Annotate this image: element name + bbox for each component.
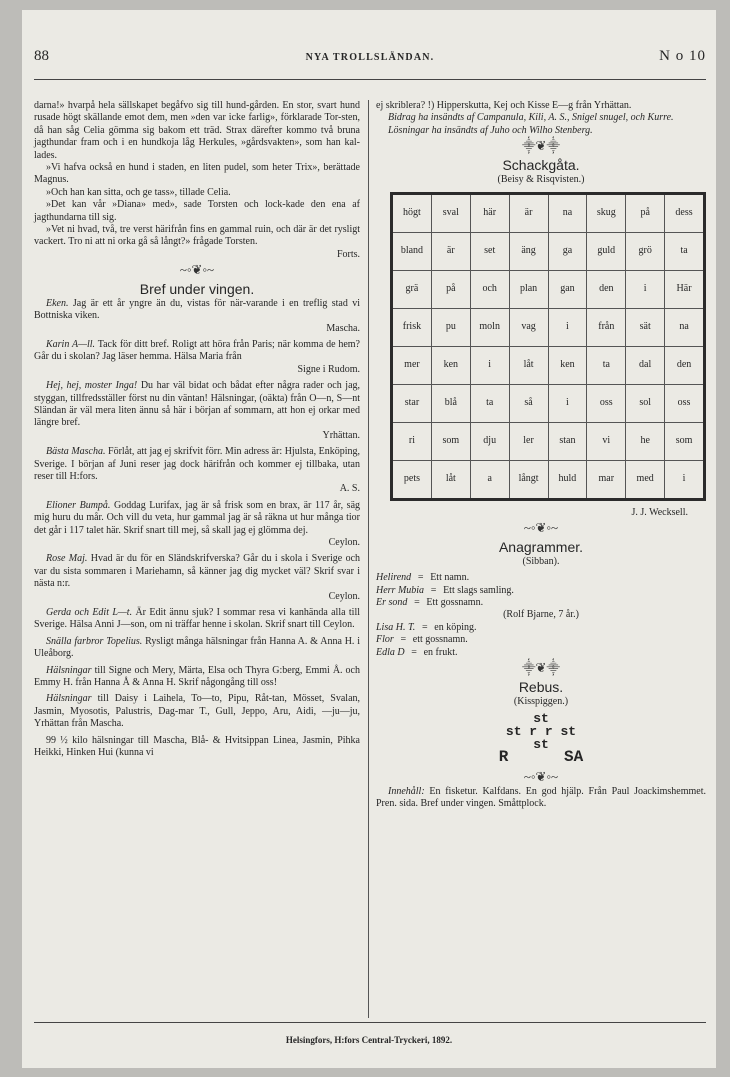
rebus-title: Rebus. (518, 679, 564, 696)
chess-cell: ta (470, 385, 509, 423)
header-rule (34, 79, 706, 80)
rebus-puzzle (376, 712, 706, 764)
chess-cell: i (548, 309, 587, 347)
chess-cell: ler (509, 423, 548, 461)
column-divider (368, 100, 369, 1018)
chess-cell: från (587, 309, 626, 347)
letter-item: Elioner Bumpå. Goddag Lurifax, jag är så frisk som en brax, är 117 år, säg mig huru du mår. Och vill du veta, hur gammal jag är så räkna ut hur många tior det går i 117 talet här. Skrif snart till mej, så skall jag ej glömma dej. (34, 499, 361, 536)
chess-cell: dju (470, 423, 509, 461)
chess-cell: långt (509, 461, 548, 500)
greetings-line: 99 ½ kilo hälsningar till Mascha, Blå- & Hvitsippan Linea, Jasmin, Pihka Heikki, Hinken Hui (kunna vi (34, 734, 360, 759)
letter-item: Eken. Jag är ett år yngre än du, vistas för när-varande i en treflig stad vi Bottniska viken. (34, 297, 361, 322)
chess-cell: star (392, 385, 432, 423)
chess-row (392, 233, 705, 271)
rebus-line: st (533, 736, 549, 752)
chess-puzzle-title: Schackgåta. (502, 157, 580, 174)
chess-cell: na (548, 194, 587, 233)
letter-signature: Ceylon. (328, 590, 360, 602)
chess-cell: frisk (392, 309, 432, 347)
chess-cell: högt (392, 194, 432, 233)
anagram-byline: (Rolf Bjarne, 7 år.) (503, 609, 579, 621)
chess-row (392, 271, 705, 309)
continued-note: Forts. (336, 248, 360, 260)
chess-cell: sval (431, 194, 470, 233)
chess-cell: och (470, 271, 509, 309)
letter-item: Karin A—ll. Tack för ditt bref. Roligt att höra från Paris; när komma de hem? Går du i skolan? Jag läser hemma. Hälsa Maria från (34, 338, 360, 363)
story-paragraph: »Vet ni hvad, två, tre verst härifrån fins en gammal ruin, och där är det rysligt vackert. Tro ni att ni orka gå så långt?» frågade Torsten. (34, 224, 360, 248)
section-title: Bref under vingen. (139, 281, 255, 298)
chess-cell: na (665, 309, 705, 347)
chess-cell: he (626, 423, 665, 461)
chess-cell: vag (509, 309, 548, 347)
chess-cell: är (509, 194, 548, 233)
chess-cell: som (431, 423, 470, 461)
chess-cell: huld (548, 461, 587, 500)
letter-item: Bästa Mascha. Förlåt, att jag ej skrifvit förr. Min adress är: Hjulsta, Enköping, Sverige. I början af Juni reser jag dock härifrån och kommer ej tillbaka, utan reser till H:fors. (34, 446, 361, 482)
chess-cell: ken (548, 347, 587, 385)
chess-cell: stan (548, 423, 587, 461)
ornament-divider: ⸎❦⸎ (522, 138, 560, 154)
letter-item: Rose Maj. Hvad är du för en Sländskrifverska? Går du i skola i Sverige och var du sista sommaren i Mariehamn, så känner jag dig mycket väl? Skrif svar i nästa n:r. (34, 553, 361, 590)
left-column (34, 100, 360, 760)
chess-cell: plan (509, 271, 548, 309)
chess-cell: den (665, 347, 705, 385)
chess-row (392, 309, 705, 347)
ornament-divider: ~◦❦◦~ (179, 262, 215, 278)
continued-letter: ej skriblera? !) Hipperskutta, Kej och Kisse E—g från Yrhättan. (376, 100, 632, 111)
ornament-divider: ~◦❦◦~ (523, 520, 559, 536)
chess-cell: dal (626, 347, 665, 385)
chess-row (392, 423, 705, 461)
letter-signature: Yrhättan. (322, 429, 360, 441)
anagram-item: Er sond = Ett gossnamn. (376, 597, 484, 609)
chess-cell: gan (548, 271, 587, 309)
printer-imprint: Helsingfors, H:fors Central-Tryckeri, 1892. (285, 1035, 453, 1045)
letter-item: Snälla farbror Topelius. Rysligt många hälsningar från Hanna A. & Anna H. i Uleåborg. (34, 635, 361, 660)
anagram-item: Flor = ett gossnamn. (376, 634, 468, 646)
chess-cell: med (626, 461, 665, 500)
chess-cell: ta (587, 347, 626, 385)
anagram-item: Edla D = en frukt. (376, 646, 458, 658)
chess-cell: äng (509, 233, 548, 271)
chess-cell: som (665, 423, 705, 461)
chess-cell: ga (548, 233, 587, 271)
chess-row (392, 194, 705, 233)
ornament-divider: ⸎❦⸎ (522, 660, 560, 676)
chess-cell: sol (626, 385, 665, 423)
chess-cell: pets (392, 461, 432, 500)
rebus-line: R SA (498, 747, 584, 766)
page-header (34, 48, 706, 78)
chess-row (392, 385, 705, 423)
right-column (376, 100, 706, 811)
chess-cell: sät (626, 309, 665, 347)
chess-cell: på (431, 271, 470, 309)
chess-cell: i (548, 385, 587, 423)
chess-cell: moln (470, 309, 509, 347)
chess-cell: i (470, 347, 509, 385)
chess-cell: mar (587, 461, 626, 500)
chess-author: J. J. Wecksell. (631, 507, 688, 519)
chess-cell: är (431, 233, 470, 271)
chess-puzzle-grid (390, 192, 706, 501)
letter-item: Hälsningar till Daisy i Laihela, To—to, Pipu, Råt-tan, Mösset, Svalan, Jasmin, Myosotis, Palustris, Dag-mar T., Gull, Jeppo, Aru, Aidi, —ju—ju, Yrhättan från Mascha. (34, 693, 361, 730)
chess-cell: bland (392, 233, 432, 271)
chess-row (392, 347, 705, 385)
chess-cell: skug (587, 194, 626, 233)
footer-rule (34, 1022, 706, 1023)
anagram-title: Anagrammer. (498, 539, 584, 556)
chess-cell: oss (587, 385, 626, 423)
solutions-note: Lösningar ha insändts af Juho och Wilho Stenberg. (388, 124, 593, 136)
rebus-line: st r r st (505, 723, 577, 739)
chess-puzzle-byline: (Beisy & Risqvisten.) (497, 173, 585, 185)
chess-cell: pu (431, 309, 470, 347)
letter-signature: Ceylon. (328, 537, 360, 548)
chess-cell: ken (431, 347, 470, 385)
letter-signature: Signe i Rudom. (297, 363, 360, 375)
letter-item: Hej, hej, moster Inga! Du har väl bidat och bådat efter några rader och jag, styggan, tillfredsställer först nu din väntan! Hälsningar, (oäkta) från O—n, S—nt Sländan är väl mera liten ännu så här i början af sommarn, att hon ej orkar med längre bref. (34, 380, 361, 429)
chess-cell: vi (587, 423, 626, 461)
chess-cell: grä (392, 271, 432, 309)
chess-cell: den (587, 271, 626, 309)
contributions-note: Bidrag ha insändts af Campanula, Kili, A. S., Snigel snugel, och Kurre. (388, 112, 674, 124)
chess-cell: set (470, 233, 509, 271)
newspaper-page (22, 10, 716, 1068)
chess-cell: guld (587, 233, 626, 271)
chess-cell: mer (392, 347, 432, 385)
rebus-line: st (533, 710, 549, 726)
chess-cell: oss (665, 385, 705, 423)
chess-cell: ri (392, 423, 432, 461)
letter-signature: A. S. (339, 483, 360, 495)
chess-cell: låt (509, 347, 548, 385)
page-number: 88 (34, 48, 49, 64)
chess-cell: låt (431, 461, 470, 500)
letter-signature: Mascha. (326, 322, 360, 334)
ornament-divider: ~◦❦◦~ (523, 768, 559, 784)
chess-cell: i (665, 461, 705, 500)
rebus-byline: (Kisspiggen.) (513, 695, 569, 707)
anagram-byline: (Sibban). (522, 555, 560, 567)
chess-cell: Här (665, 271, 705, 309)
chess-cell: ta (665, 233, 705, 271)
story-paragraph: darna!» hvarpå hela sällskapet begåfvo sig till hund-gården. En stor, svart hund rusade högt skällande emot dem, men »den var icke farlig», förklarade Tor-sten, då han såg Celia gömma sig bakom ett träd. Strax därefter kommo två bruna jagthundar fram och i en hundkoja låg Herkules, »gårdsvakten», som han kal-lades. (34, 100, 360, 161)
chess-cell: a (470, 461, 509, 500)
publication-title: NYA TROLLSLÄNDAN. (305, 52, 435, 63)
contents-list: Innehåll: En fisketur. Kalfdans. En god hjälp. Från Paul Joackimshemmet. Pren. sida. Bref under vingen. Småttplock. (376, 785, 707, 810)
anagram-item: Herr Mubia = Ett slags samling. (376, 584, 514, 596)
story-paragraph: »Det kan vår »Diana» med», sade Torsten och lock-kade den ena af jagthundarna till sig. (34, 199, 360, 223)
chess-cell: grö (626, 233, 665, 271)
chess-cell: så (509, 385, 548, 423)
letter-item: Hälsningar till Signe och Mery, Märta, Elsa och Thyra G:berg, Emmi Å. och Emmy H. från Hanna Å & Anna H. Skrif någongång till oss! (34, 664, 360, 689)
chess-cell: blå (431, 385, 470, 423)
chess-cell: i (626, 271, 665, 309)
anagram-item: Lisa H. T. = en köping. (376, 621, 477, 633)
chess-cell: dess (665, 194, 705, 233)
chess-cell: på (626, 194, 665, 233)
anagram-item: Helirend = Ett namn. (376, 572, 470, 584)
chess-cell: här (470, 194, 509, 233)
letter-item: Gerda och Edit L—t. Är Edit ännu sjuk? I sommar resa vi kanhända alla till Sverige. Hälsa Anni J—son, om ni träffar henne i skolan. Skrif snart till Ceylon. (34, 607, 361, 631)
issue-number: N o 10 (659, 48, 706, 64)
story-paragraph: »Vi hafva också en hund i staden, en liten pudel, som heter Trix», berättade Magnus. (34, 162, 360, 186)
story-paragraph: »Och han kan sitta, och ge tass», tillade Celia. (46, 186, 231, 198)
chess-row (392, 461, 705, 500)
